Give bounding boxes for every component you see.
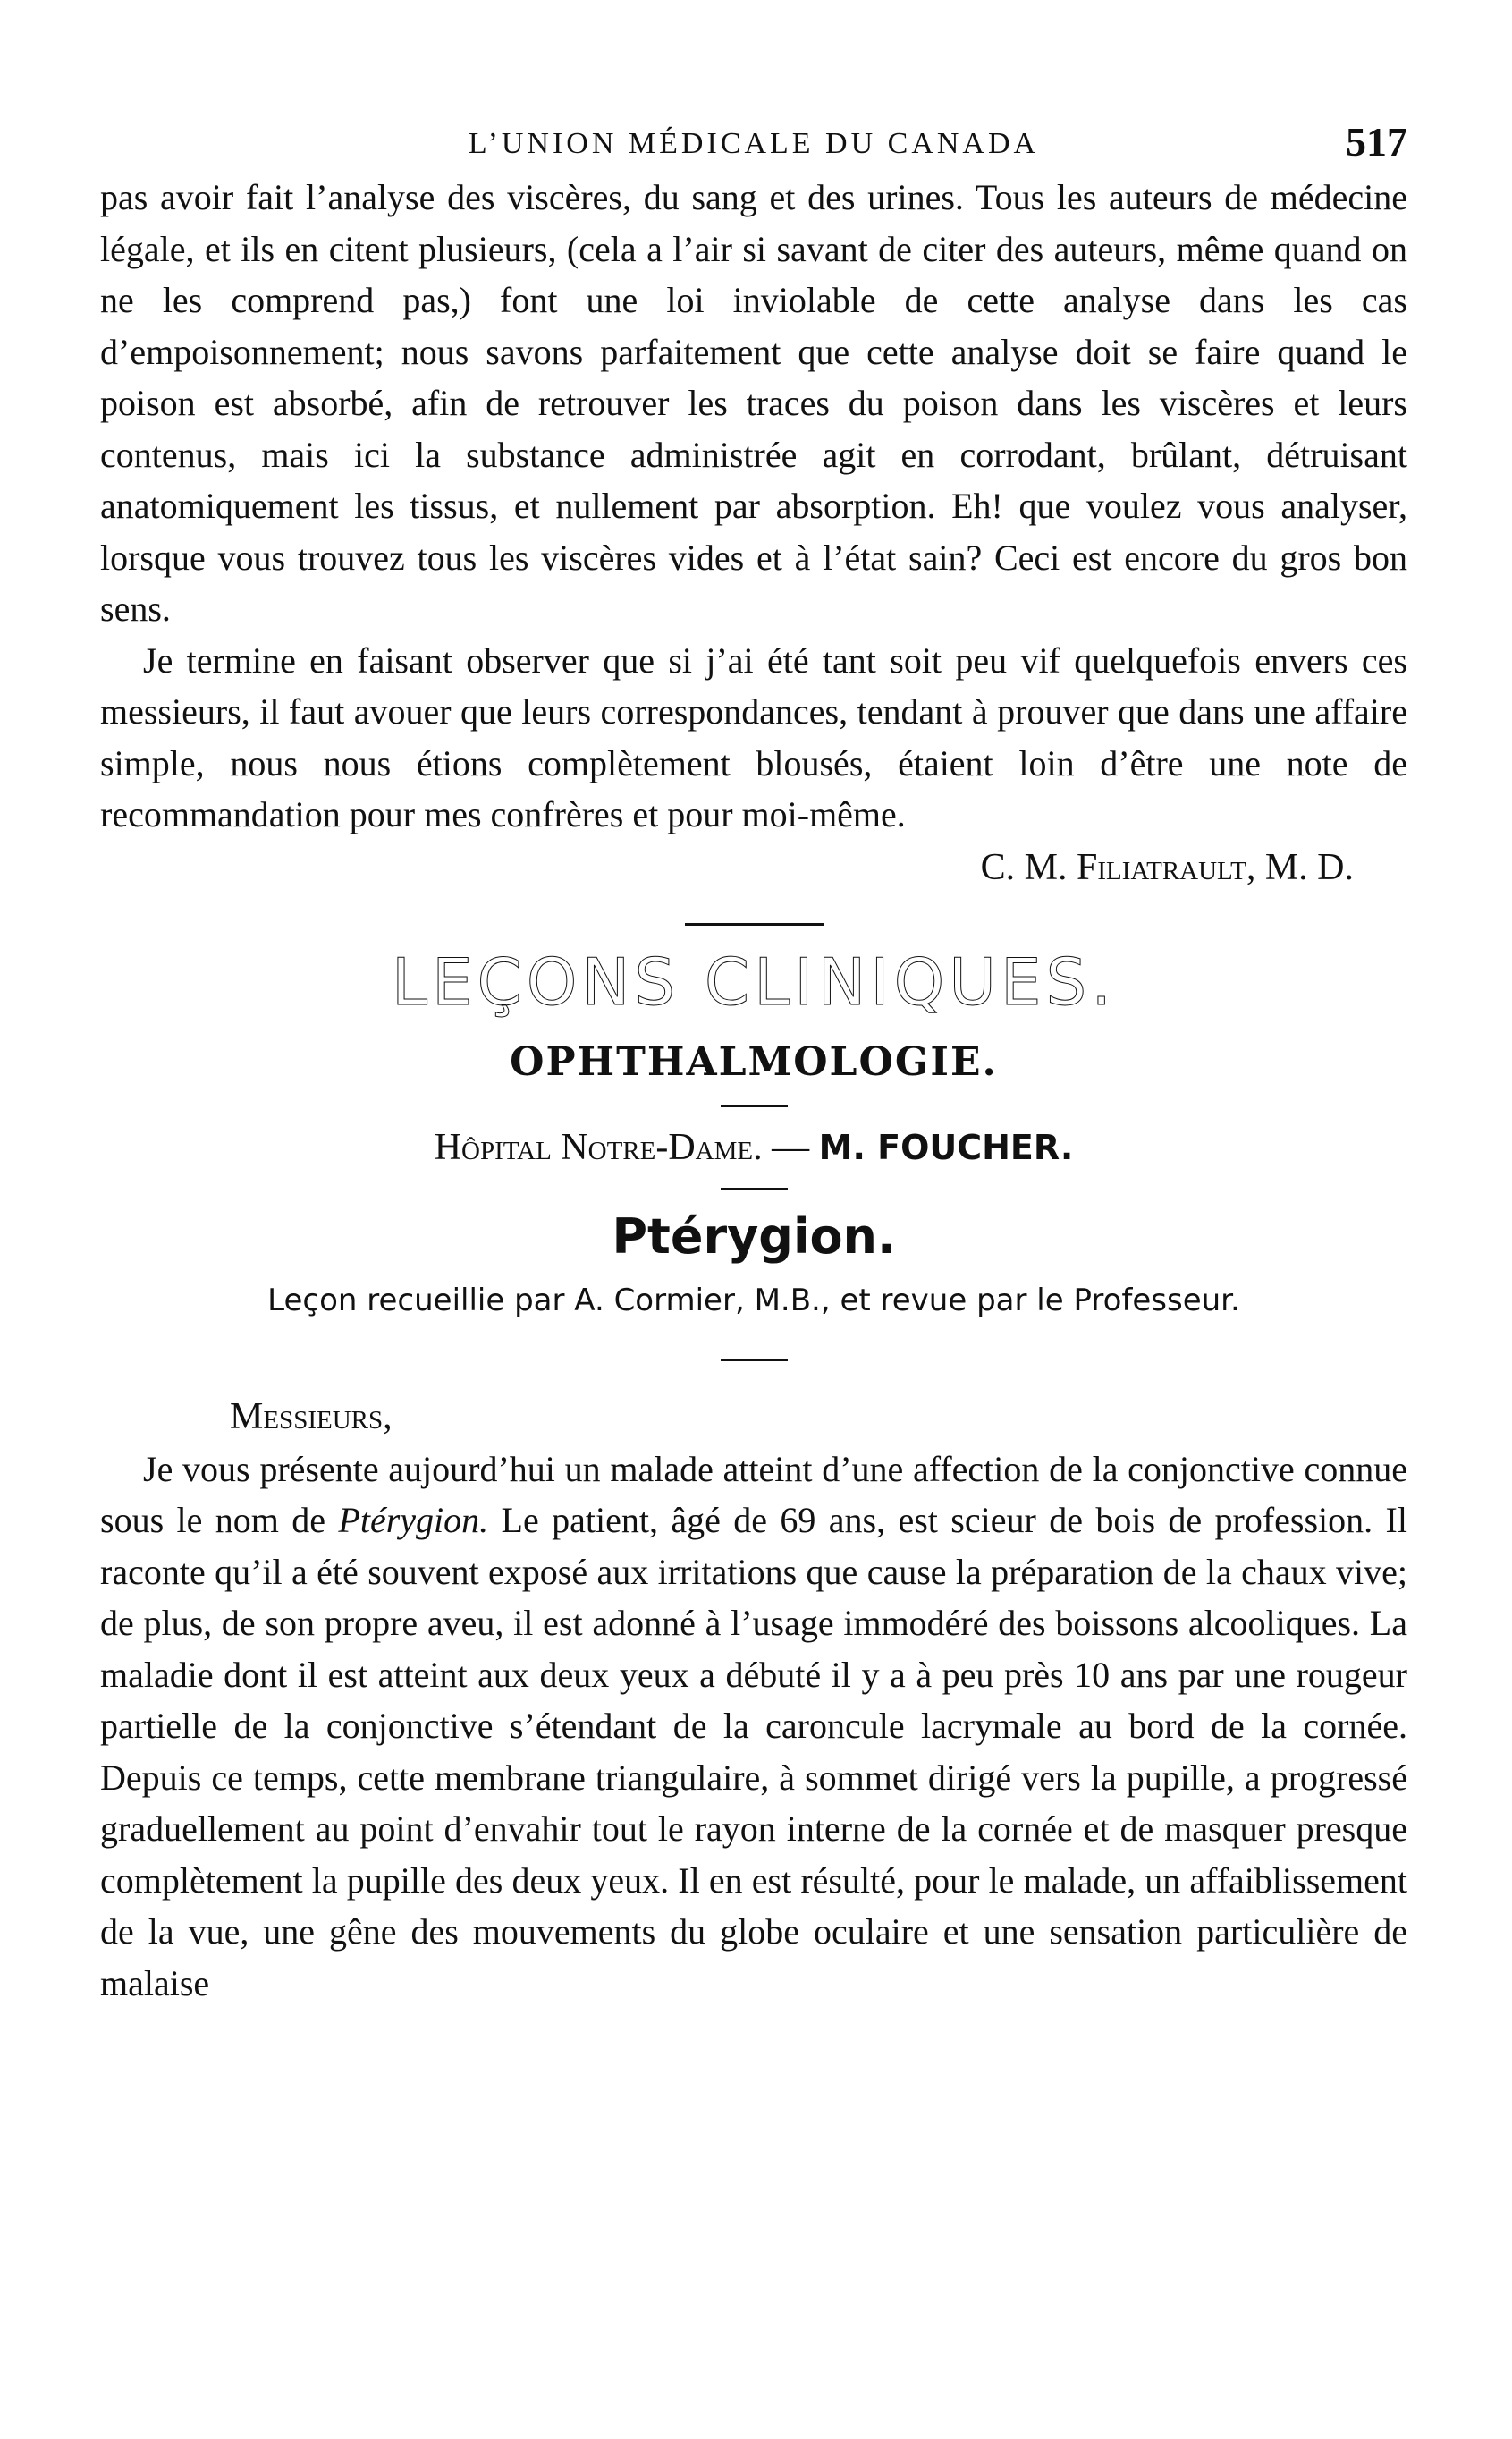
running-header bbox=[100, 116, 1407, 172]
disease-term: Ptérygion. bbox=[338, 1500, 489, 1540]
section-title: LEÇONS CLINIQUES. bbox=[391, 944, 1117, 1020]
lesson-credit: Leçon recueillie par A. Cormier, M.B., et revue par le Professeur. bbox=[267, 1282, 1240, 1318]
previous-article-paragraph: Je termine en faisant observer que si j’ai été tant soit peu vif quelquefois envers ces messieurs, il faut avouer que leurs correspondances, tendant à prouver que dans une affaire simple, nous nous étions complètement blousés, étaient loin d’être une note de recommandation pour mes confrères et pour moi-même. bbox=[100, 639, 1407, 834]
professor-name: M. FOUCHER. bbox=[818, 1127, 1074, 1167]
page bbox=[100, 116, 1407, 2009]
lesson-paragraph bbox=[100, 1444, 1407, 2010]
hospital-name: Hôpital Notre-Dame. bbox=[434, 1126, 763, 1168]
previous-article-paragraph: pas avoir fait l’analyse des viscères, du sang et des urines. Tous les auteurs de médecine légale, et ils en citent plusieurs, (cela a l’air si savant de citer des auteurs, même quand on ne les comprend pas,) font une loi inviolable de cette analyse dans les cas d’empoisonnement; nous savons parfaitement que cette analyse doit se faire quand le poison est absorbé, afin de retrouver les traces du poison dans les viscères et leurs contenus, mais ici la substance administrée agit en corrodant, brûlant, détruisant anatomiquement les tissus, et nullement par absorption. Eh! que voulez vous analyser, lorsque vous trouvez tous les viscères vides et à l’état sain? Ceci est encore du gros bon sens. bbox=[100, 177, 1407, 629]
lesson-title: Ptérygion. bbox=[612, 1207, 896, 1265]
salutation: Messieurs, bbox=[230, 1395, 393, 1437]
author-signature: C. M. Filiatrault, M. D. bbox=[980, 846, 1354, 888]
dash: — bbox=[762, 1126, 819, 1168]
lesson-text-rest: Le patient, âgé de 69 ans, est scieur de bois de profession. Il raconte qu’il a été souvent exposé aux irritations que cause la préparation de la chaux vive; de plus, de son propre aveu, il est adonné à l’usage immodéré des boissons alcooliques. La maladie dont il est atteint aux deux yeux a débuté il y a à peu près 10 ans par une rougeur partielle de la conjonctive s’étendant de la caroncule lacrymale au bord de la cornée. Depuis ce temps, cette membrane triangulaire, à sommet dirigé vers la pupille, a progressé graduellement au point d’envahir tout le rayon interne de la cornée et de masquer presque complètement la pupille des deux yeux. Il en est résulté, pour le malade, un affaiblissement de la vue, une gêne des mouvements du globe oculaire et une sensation particulière de malaise bbox=[100, 1500, 1407, 2003]
hospital-line bbox=[100, 1120, 1407, 1175]
subsection-title: OPHTHALMOLOGIE. bbox=[510, 1038, 998, 1085]
page-number: 517 bbox=[1346, 119, 1407, 165]
lesson-text-start: Je vous présente aujourd’hui un malade atteint d’une affection de la conjonctive connue sous le nom de bbox=[100, 1448, 1407, 1540]
journal-title: L’UNION MÉDICALE DU CANADA bbox=[468, 127, 1040, 160]
